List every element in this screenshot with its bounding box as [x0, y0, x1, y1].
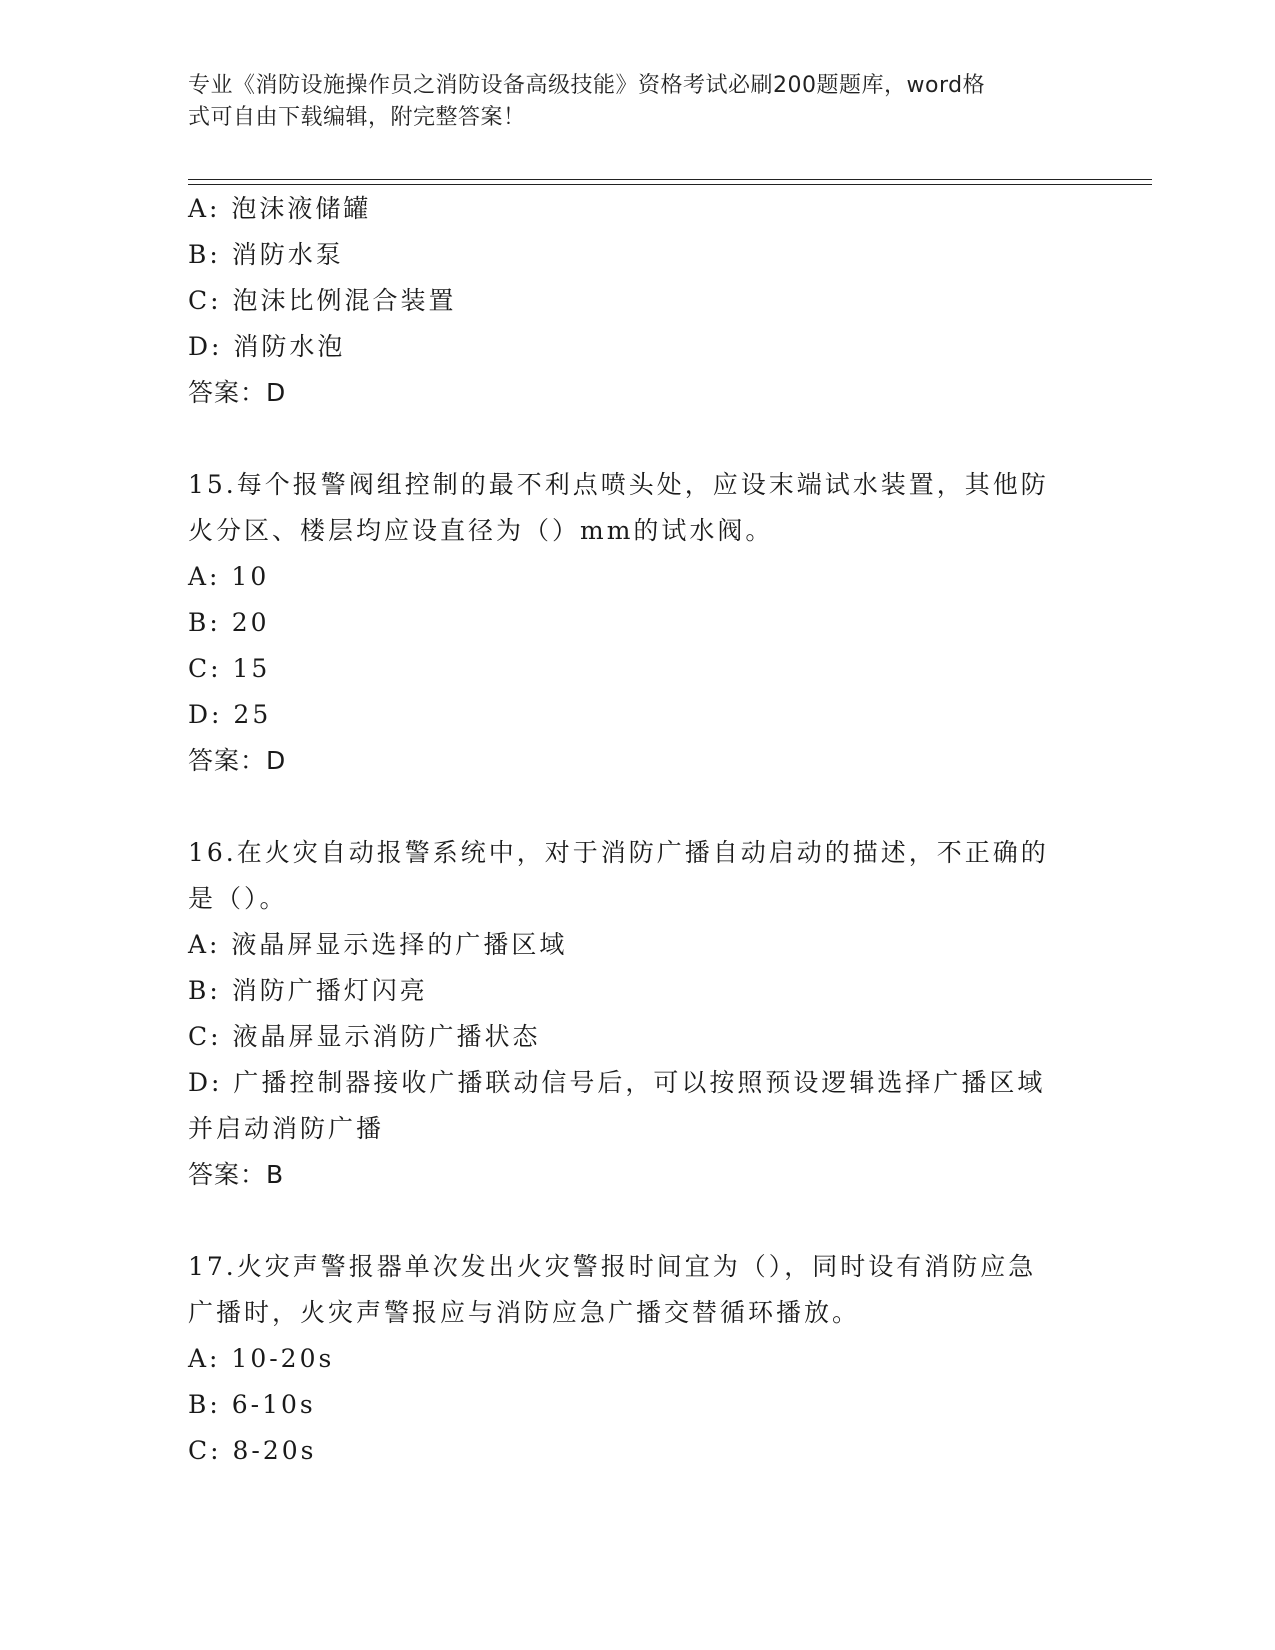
page-header [188, 70, 1088, 134]
header-double-rule [188, 179, 1152, 185]
option-b: B: 消防广播灯闪亮 [188, 976, 428, 1005]
header-line-1: 专业《消防设施操作员之消防设备高级技能》资格考试必刷200题题库，word格 [188, 73, 986, 98]
option-d: D: 消防水泡 [188, 332, 346, 361]
option-d: D: 25 [188, 700, 272, 729]
option-b: B: 20 [188, 608, 270, 637]
option-b: B: 消防水泵 [188, 240, 344, 269]
option-a: A: 液晶屏显示选择的广播区域 [188, 930, 568, 959]
option-a: A: 10-20s [188, 1344, 335, 1373]
question-17 [188, 1244, 1088, 1474]
option-d-continuation: 并启动消防广播 [188, 1114, 385, 1143]
option-d: D: 广播控制器接收广播联动信号后，可以按照预设逻辑选择广播区域 [188, 1068, 1046, 1097]
option-c: C: 8-20s [188, 1436, 317, 1465]
option-c: C: 液晶屏显示消防广播状态 [188, 1022, 541, 1051]
question-text-line: 17.火灾声警报器单次发出火灾警报时间宜为（），同时设有消防应急 [188, 1252, 1037, 1281]
question-text-line: 广播时，火灾声警报应与消防应急广播交替循环播放。 [188, 1298, 861, 1327]
question-text-line: 是（）。 [188, 884, 288, 913]
question-text-line: 15.每个报警阀组控制的最不利点喷头处，应设末端试水装置，其他防 [188, 470, 1049, 499]
answer-line: 答案：D [188, 378, 287, 407]
option-c: C: 15 [188, 654, 271, 683]
question-text-line: 16.在火灾自动报警系统中，对于消防广播自动启动的描述，不正确的 [188, 838, 1049, 867]
answer-line: 答案：B [188, 1160, 285, 1189]
answer-line: 答案：D [188, 746, 287, 775]
option-a: A: 10 [188, 562, 270, 591]
document-body [188, 186, 1088, 1474]
question-16 [188, 830, 1088, 1198]
option-c: C: 泡沫比例混合装置 [188, 286, 457, 315]
question-text-line: 火分区、楼层均应设直径为（）mm的试水阀。 [188, 516, 774, 545]
question-15 [188, 462, 1088, 784]
option-b: B: 6-10s [188, 1390, 316, 1419]
option-a: A: 泡沫液储罐 [188, 194, 372, 223]
carryover-question [188, 186, 1088, 416]
header-line-2: 式可自由下载编辑，附完整答案！ [188, 105, 526, 130]
